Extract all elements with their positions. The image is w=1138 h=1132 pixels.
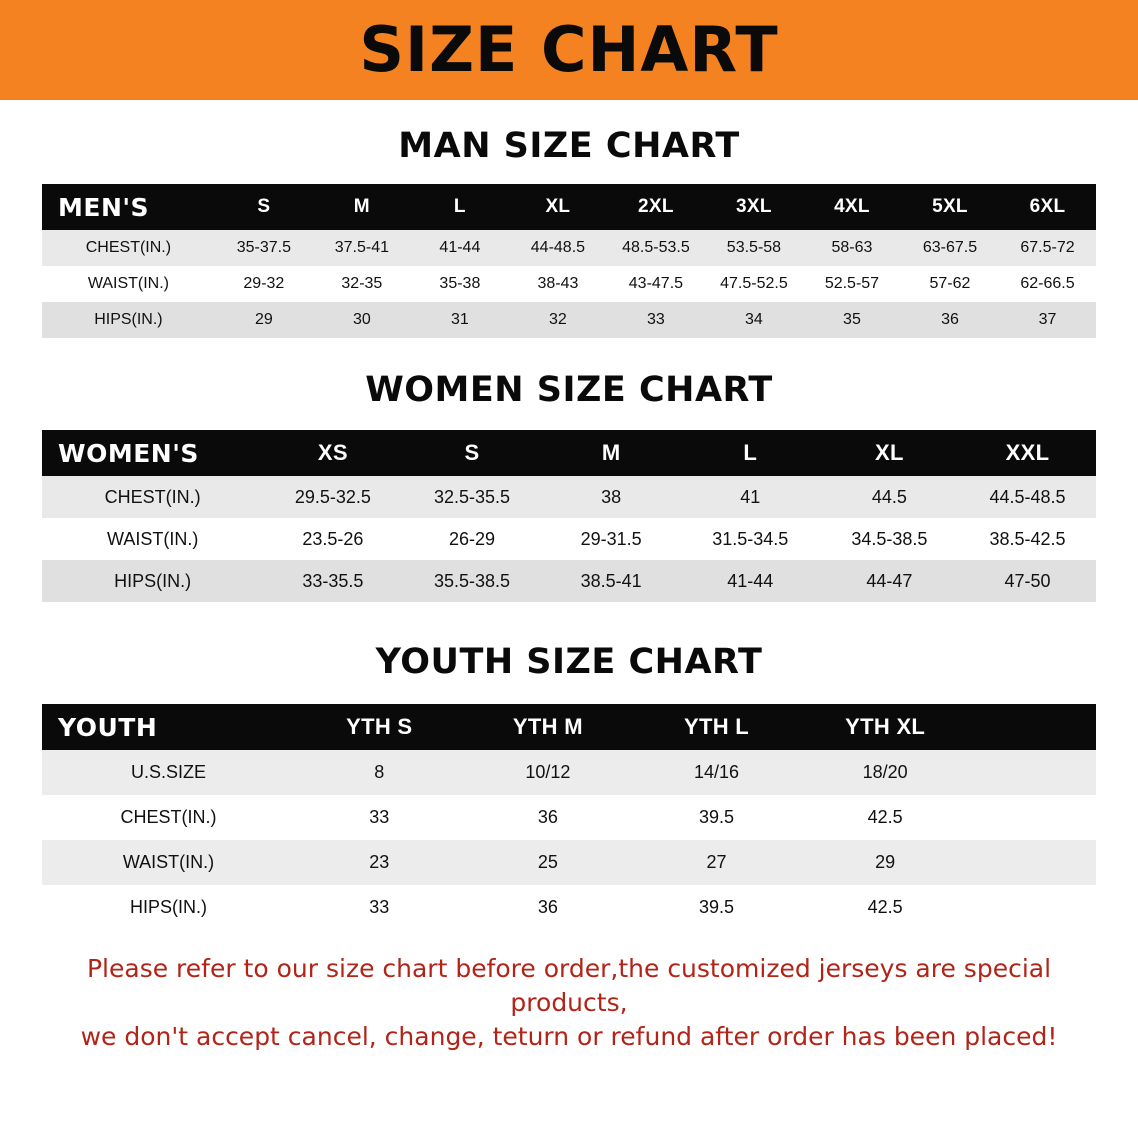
row-label: WAIST(IN.)	[87, 275, 169, 292]
column-header: XXL	[1005, 440, 1050, 465]
women-section-heading: WOMEN SIZE CHART	[365, 370, 773, 410]
column-header: M	[353, 196, 370, 217]
column-header: XL	[875, 440, 904, 465]
cell: 31	[450, 311, 469, 328]
cell: 44.5-48.5	[989, 486, 1066, 507]
cell: 18/20	[801, 750, 970, 795]
cell: 38-43	[537, 275, 579, 292]
cell-spacer	[969, 795, 1096, 840]
table-header-row	[42, 184, 1096, 230]
table-header-row	[42, 430, 1096, 476]
cell: 35-38	[439, 275, 481, 292]
row-label: HIPS(IN.)	[42, 885, 295, 930]
column-header: 5XL	[932, 196, 968, 217]
cell: 38.5-41	[580, 570, 642, 591]
cell: 30	[352, 311, 371, 328]
cell-spacer	[969, 840, 1096, 885]
cell: 34.5-38.5	[851, 528, 928, 549]
man-size-table	[42, 184, 1096, 338]
cell: 23.5-26	[302, 528, 364, 549]
cell: 33-35.5	[302, 570, 364, 591]
column-header: M	[601, 440, 621, 465]
row-label: CHEST(IN.)	[85, 239, 172, 256]
cell: 41	[740, 486, 761, 507]
cell: 25	[464, 840, 633, 885]
column-header: S	[464, 440, 480, 465]
column-header: L	[453, 196, 466, 217]
cell: 67.5-72	[1020, 239, 1075, 256]
cell: 29-32	[243, 275, 285, 292]
cell: 34	[745, 311, 763, 328]
row-label: WAIST(IN.)	[42, 840, 295, 885]
cell: 29	[254, 311, 273, 328]
column-header: L	[743, 440, 758, 465]
table-row	[42, 518, 1096, 560]
cell: 58-63	[831, 239, 873, 256]
row-label: HIPS(IN.)	[94, 311, 163, 328]
cell: 37	[1038, 311, 1057, 328]
man-section-heading: MAN SIZE CHART	[398, 126, 740, 166]
row-label: CHEST(IN.)	[42, 795, 295, 840]
youth-table-wrap	[42, 704, 1096, 930]
disclaimer-line-2: we don't accept cancel, change, teturn or refund after order has been placed!	[80, 1021, 1058, 1051]
cell: 31.5-34.5	[712, 528, 789, 549]
cell: 47-50	[1004, 570, 1051, 591]
row-label: WAIST(IN.)	[107, 528, 199, 549]
cell: 27	[632, 840, 801, 885]
cell: 42.5	[801, 885, 970, 930]
column-header: YTH M	[512, 714, 583, 739]
man-table-wrap	[42, 184, 1096, 338]
column-header: YTH L	[684, 714, 750, 739]
column-header: 2XL	[638, 196, 674, 217]
cell: 23	[295, 840, 464, 885]
column-header: 4XL	[834, 196, 870, 217]
table-header-row	[42, 704, 1096, 750]
column-header: XS	[317, 440, 348, 465]
cell: 26-29	[448, 528, 496, 549]
cell: 29	[801, 840, 970, 885]
column-header: YTH XL	[845, 714, 926, 739]
cell-spacer	[969, 885, 1096, 930]
row-label: CHEST(IN.)	[104, 486, 201, 507]
cell: 36	[464, 795, 633, 840]
column-header: YOUTH	[58, 712, 158, 742]
column-header: YTH S	[346, 714, 413, 739]
table-row	[42, 476, 1096, 518]
column-header-spacer	[969, 704, 1096, 750]
youth-section-heading: YOUTH SIZE CHART	[375, 642, 763, 682]
cell: 52.5-57	[824, 275, 880, 292]
cell: 41-44	[727, 570, 774, 591]
cell: 47.5-52.5	[720, 275, 788, 292]
table-row	[42, 750, 1096, 795]
cell: 8	[295, 750, 464, 795]
cell: 63-67.5	[922, 239, 978, 256]
column-header: XL	[545, 196, 571, 217]
table-row	[42, 885, 1096, 930]
cell: 39.5	[632, 795, 801, 840]
cell: 32-35	[341, 275, 383, 292]
cell: 38	[601, 486, 622, 507]
cell: 41-44	[439, 239, 481, 256]
column-header: 6XL	[1029, 196, 1066, 217]
table-row	[42, 560, 1096, 602]
table-row	[42, 795, 1096, 840]
column-header: 3XL	[736, 196, 772, 217]
cell: 29-31.5	[580, 528, 642, 549]
youth-size-table	[42, 704, 1096, 930]
column-header: WOMEN'S	[58, 438, 199, 468]
disclaimer-note	[34, 952, 1104, 1053]
cell: 37.5-41	[334, 239, 389, 256]
cell: 29.5-32.5	[294, 486, 371, 507]
page-title: SIZE CHART	[359, 13, 779, 86]
cell: 38.5-42.5	[989, 528, 1066, 549]
cell: 33	[295, 885, 464, 930]
cell: 35-37.5	[236, 239, 291, 256]
women-table-wrap	[42, 430, 1096, 602]
cell: 43-47.5	[628, 275, 684, 292]
column-header: S	[257, 196, 271, 217]
cell: 35	[843, 311, 861, 328]
cell: 32.5-35.5	[433, 486, 511, 507]
cell: 57-62	[929, 275, 971, 292]
cell: 36	[464, 885, 633, 930]
table-row	[42, 840, 1096, 885]
cell: 44.5	[871, 486, 907, 507]
cell: 44-47	[866, 570, 913, 591]
cell: 35.5-38.5	[433, 570, 511, 591]
cell: 53.5-58	[726, 239, 782, 256]
disclaimer-line-1: Please refer to our size chart before order,the customized jerseys are special products,	[86, 954, 1052, 1017]
cell: 36	[941, 311, 959, 328]
cell: 44-48.5	[530, 239, 586, 256]
cell: 33	[647, 311, 665, 328]
table-row	[42, 302, 1096, 338]
cell: 42.5	[801, 795, 970, 840]
column-header: MEN'S	[58, 192, 150, 222]
cell-spacer	[969, 750, 1096, 795]
table-row	[42, 266, 1096, 302]
women-size-table	[42, 430, 1096, 602]
cell: 10/12	[464, 750, 633, 795]
cell: 14/16	[632, 750, 801, 795]
page-banner	[0, 0, 1138, 100]
cell: 48.5-53.5	[622, 239, 690, 256]
cell: 32	[549, 311, 567, 328]
row-label: U.S.SIZE	[42, 750, 295, 795]
table-row	[42, 230, 1096, 266]
cell: 62-66.5	[1020, 275, 1075, 292]
cell: 39.5	[632, 885, 801, 930]
cell: 33	[295, 795, 464, 840]
row-label: HIPS(IN.)	[114, 570, 192, 591]
